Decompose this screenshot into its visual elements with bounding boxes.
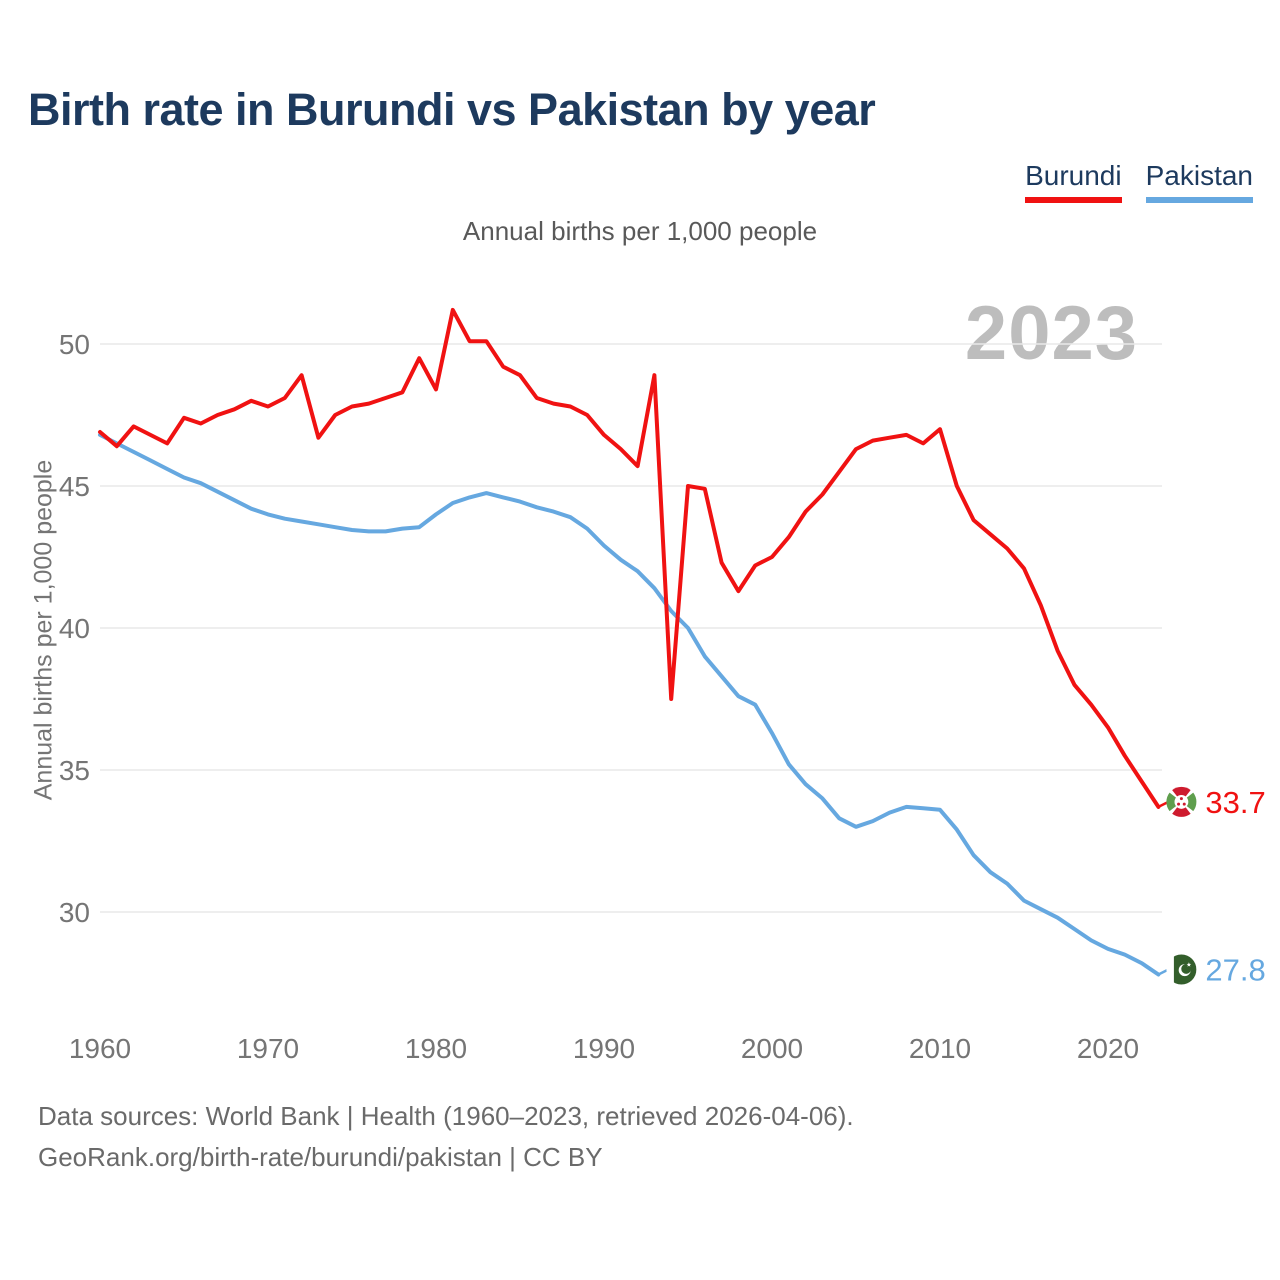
y-axis-label: Annual births per 1,000 people bbox=[29, 459, 58, 801]
legend-item-burundi[interactable] bbox=[1025, 160, 1122, 203]
watermark-year: 2023 bbox=[964, 291, 1138, 376]
burundi-line bbox=[100, 310, 1158, 807]
x-tick-label: 1980 bbox=[404, 1033, 468, 1064]
legend bbox=[1025, 160, 1253, 203]
y-tick-label: 30 bbox=[58, 897, 90, 928]
x-tick-label: 2010 bbox=[908, 1033, 972, 1064]
chart-title: Birth rate in Burundi vs Pakistan by year bbox=[28, 84, 876, 135]
legend-item-pakistan[interactable] bbox=[1146, 160, 1253, 203]
pakistan-end-value: 27.8 bbox=[1205, 952, 1266, 988]
legend-color-bar-burundi bbox=[1025, 197, 1122, 203]
x-tick-label: 1990 bbox=[572, 1033, 636, 1064]
pakistan-line bbox=[100, 435, 1158, 975]
x-tick-label: 1960 bbox=[68, 1033, 132, 1064]
y-tick-label: 40 bbox=[58, 613, 90, 644]
y-tick-label: 50 bbox=[58, 329, 90, 360]
legend-label-burundi: Burundi bbox=[1025, 160, 1122, 191]
x-tick-label: 2020 bbox=[1076, 1033, 1140, 1064]
y-tick-label: 35 bbox=[58, 755, 90, 786]
burundi-flag-icon bbox=[1166, 787, 1196, 817]
burundi-end-value: 33.7 bbox=[1205, 784, 1266, 820]
y-tick-label: 45 bbox=[58, 471, 90, 502]
x-tick-label: 2000 bbox=[740, 1033, 804, 1064]
footer-attribution: GeoRank.org/birth-rate/burundi/pakistan | CC BY bbox=[38, 1142, 603, 1172]
footer-sources: Data sources: World Bank | Health (1960–2023, retrieved 2026-04-06). bbox=[38, 1101, 854, 1131]
footer bbox=[38, 1096, 854, 1178]
legend-label-pakistan: Pakistan bbox=[1145, 160, 1253, 191]
x-tick-label: 1970 bbox=[236, 1033, 300, 1064]
chart-subtitle: Annual births per 1,000 people bbox=[462, 216, 818, 246]
pakistan-flag-icon bbox=[1166, 954, 1196, 984]
legend-color-bar-pakistan bbox=[1146, 197, 1253, 203]
